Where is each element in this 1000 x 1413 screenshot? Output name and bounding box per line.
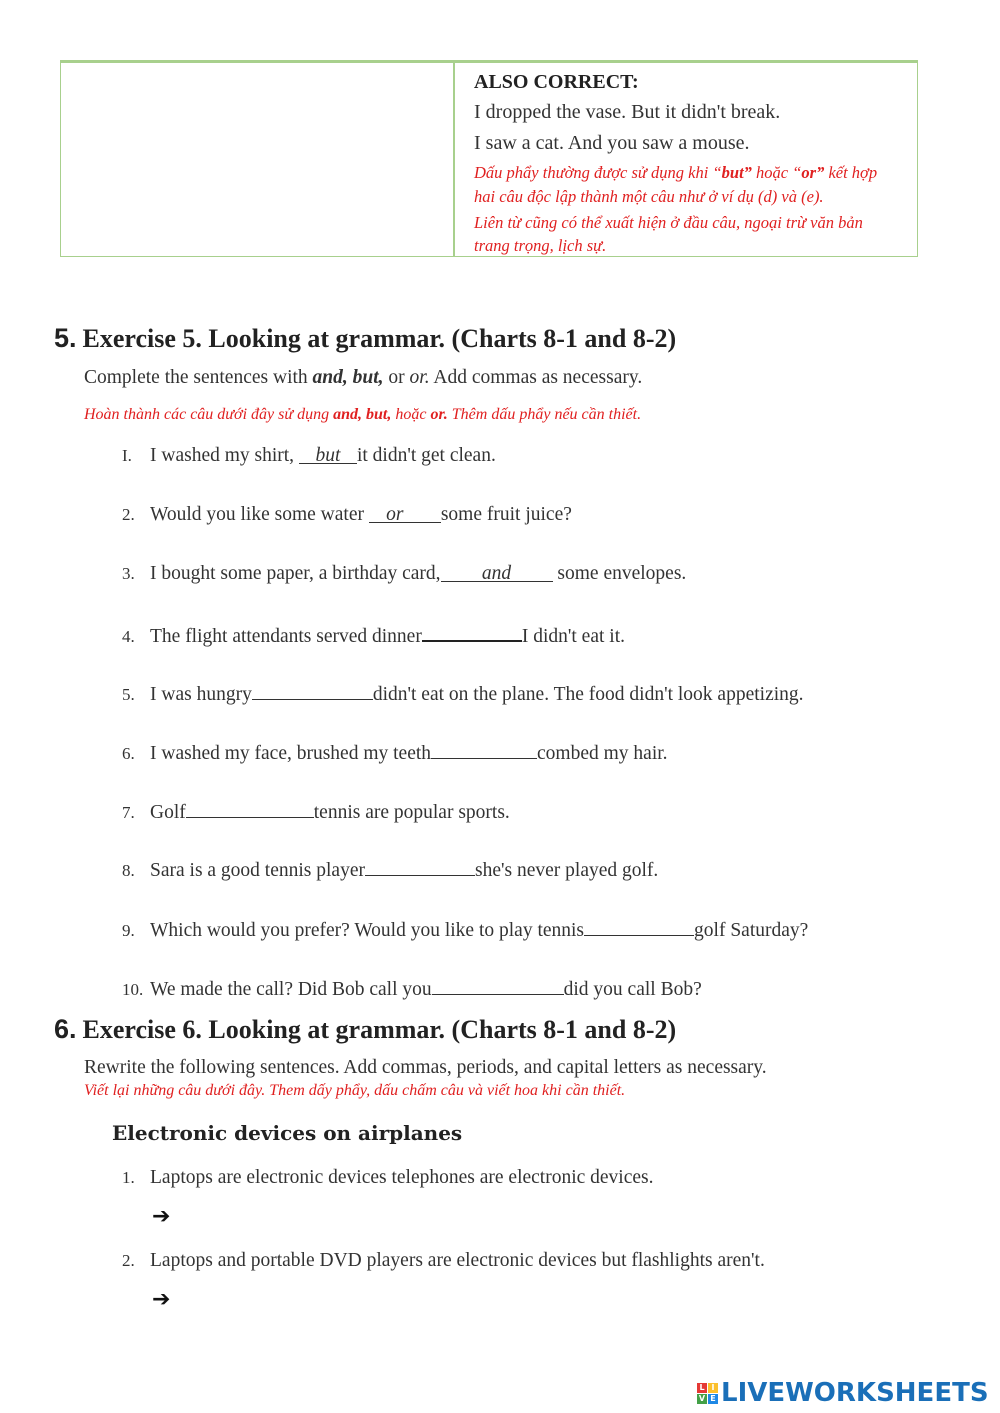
answer-text: or (386, 504, 404, 525)
item-number: 8. (122, 861, 135, 880)
exercise-6-instruction: Rewrite the following sentences. Add commas, periods, and capital letters as necessary. (84, 1057, 767, 1078)
item-number: 5. (122, 685, 135, 704)
answer-blank-10[interactable] (432, 974, 564, 995)
item-number: 1. (122, 1168, 135, 1187)
answer-input-2[interactable] (180, 1289, 880, 1315)
exercise-5-item-6: 6. I washed my face, brushed my teeth combed my hair. (122, 738, 668, 764)
exercise-6-item-1: 1. Laptops are electronic devices telephones are electronic devices. (122, 1165, 654, 1191)
answer-blank-5[interactable] (252, 679, 373, 700)
exercise-6-title: Exercise 6. Looking at grammar. (Charts 8-1 and 8-2) (82, 1015, 677, 1044)
answer-blank-3[interactable] (441, 561, 553, 582)
vi-note-1-line-1: Dấu phẩy thường được sử dụng khi “but” hoặc “or” kết hợp (474, 163, 878, 182)
table-divider (453, 63, 455, 256)
vi-note-1-line-2: hai câu độc lập thành một câu như ở ví dụ (d) và (e). (474, 187, 824, 206)
exercise-5-item-8: 8. Sara is a good tennis player she's never played golf. (122, 855, 658, 881)
item-number: 2. (122, 505, 135, 524)
answer-text: and (481, 563, 512, 584)
exercise-5-instruction: Complete the sentences with and, but, or or. Add commas as necessary. (84, 367, 643, 388)
exercise-6-heading (54, 1014, 676, 1045)
answer-blank-4[interactable] (422, 620, 522, 642)
exercise-5-title: Exercise 5. Looking at grammar. (Charts 8-1 and 8-2) (82, 324, 677, 353)
exercise-5-vi-instruction: Hoàn thành các câu dưới đây sử dụng and, but, hoặc or. Thêm dấu phẩy nếu cần thiết. (84, 406, 642, 423)
item-number: 2. (122, 1251, 135, 1270)
item-number: 3. (122, 564, 135, 583)
vi-note-2-line-2: trang trọng, lịch sự. (474, 236, 607, 255)
exercise-5-item-2: 2. Would you like some water or some fruit juice? (122, 502, 572, 528)
exercise-5-item-4: 4. The flight attendants served dinner I didn't eat it. (122, 620, 625, 646)
logo-badge-icon: L I V E (697, 1383, 718, 1404)
answer-blank-8[interactable] (365, 855, 475, 876)
answer-blank-6[interactable] (431, 738, 537, 759)
answer-blank-9[interactable] (584, 915, 694, 936)
item-number: I. (122, 446, 132, 465)
example-line-2: I saw a cat. And you saw a mouse. (474, 132, 750, 154)
exercise-5-item-10: 10. We made the call? Did Bob call you did you call Bob? (122, 974, 702, 1000)
exercise-5-item-7: 7. Golf tennis are popular sports. (122, 797, 510, 823)
exercise-5-number: 5. (54, 323, 77, 353)
example-line-1: I dropped the vase. But it didn't break. (474, 101, 781, 123)
exercise-6-item-2: 2. Laptops and portable DVD players are electronic devices but flashlights aren't. (122, 1248, 765, 1274)
answer-blank-1[interactable] (299, 443, 357, 464)
logo-text: LIVEWORKSHEETS (721, 1378, 989, 1408)
answer-input-1[interactable] (180, 1206, 880, 1232)
also-correct-heading: ALSO CORRECT: (474, 71, 639, 93)
item-number: 10. (122, 980, 144, 999)
liveworksheets-logo (697, 1378, 989, 1408)
item-number: 4. (122, 627, 135, 646)
answer-text: but (315, 445, 341, 466)
item-number: 9. (122, 921, 135, 940)
exercise-5-item-1: I. I washed my shirt, but it didn't get clean. (122, 443, 496, 469)
item-number: 6. (122, 744, 135, 763)
answer-arrow-icon: ➔ (152, 1204, 171, 1229)
exercise-5-heading (54, 323, 676, 354)
answer-arrow-icon: ➔ (152, 1287, 171, 1312)
vi-note-2-line-1: Liên từ cũng có thể xuất hiện ở đầu câu, ngoại trừ văn bản (474, 213, 863, 232)
exercise-5-item-5: 5. I was hungry didn't eat on the plane. The food didn't look appetizing. (122, 679, 804, 705)
exercise-6-vi-instruction: Viết lại những câu dưới đây. Them dấy phẩy, dấu chấm câu và viết hoa khi cần thiết. (84, 1082, 626, 1099)
exercise-6-number: 6. (54, 1014, 77, 1044)
exercise-5-item-3: 3. I bought some paper, a birthday card, and some envelopes. (122, 561, 686, 587)
exercise-5-item-9: 9. Which would you prefer? Would you like to play tennis golf Saturday? (122, 915, 808, 941)
item-number: 7. (122, 803, 135, 822)
also-correct-table (60, 60, 918, 257)
answer-blank-7[interactable] (186, 797, 314, 818)
electronic-devices-subheading: Electronic devices on airplanes (112, 1121, 463, 1145)
answer-blank-2[interactable] (369, 502, 441, 523)
